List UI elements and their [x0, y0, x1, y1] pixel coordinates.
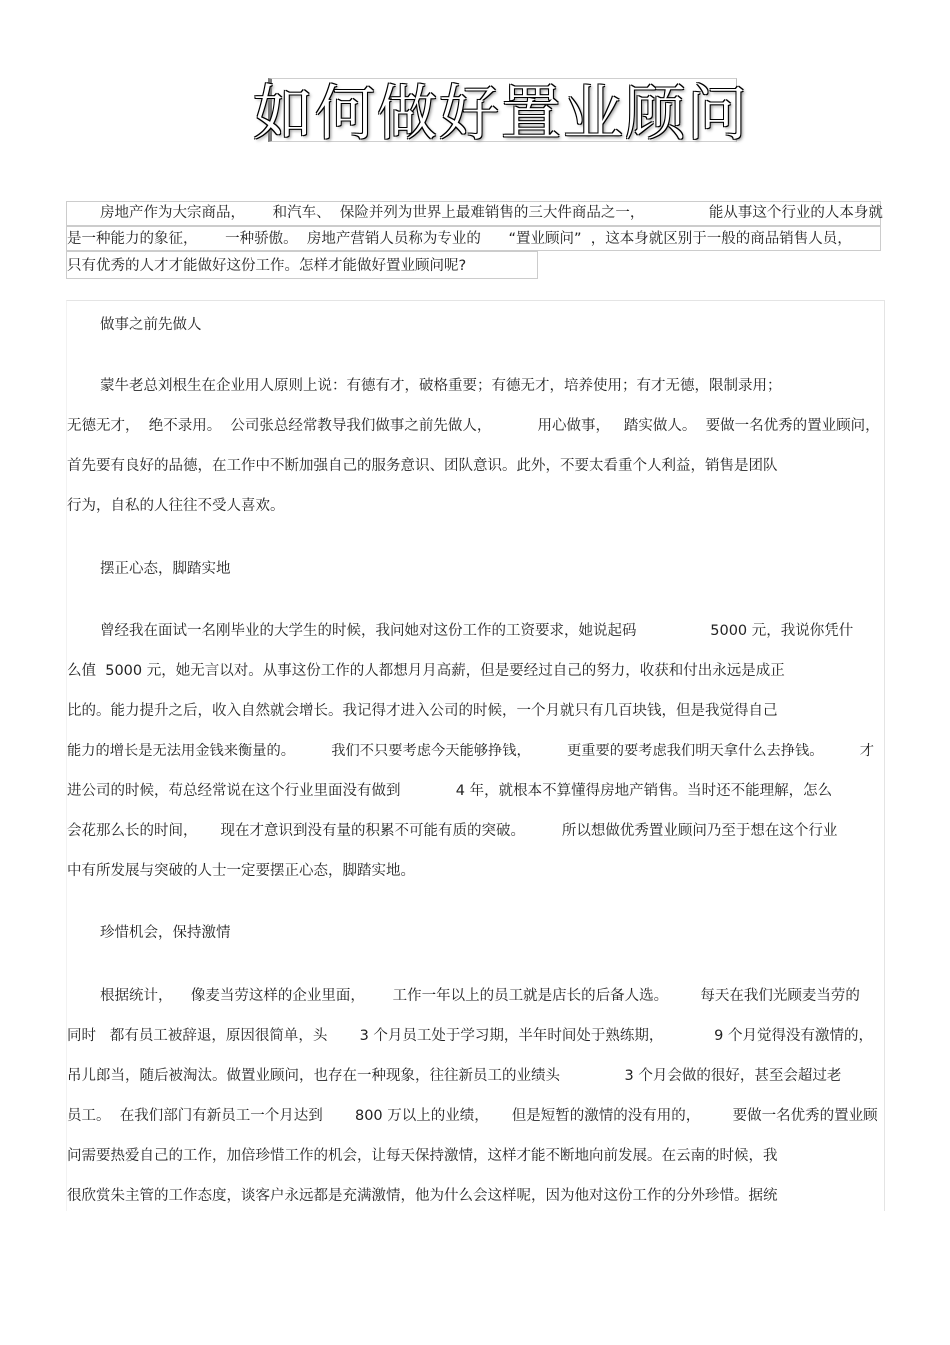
paragraph-line: 问需要热爱自己的工作，加倍珍惜工作的机会，让每天保持激情，这样才能不断地向前发展。在云南的时候，我 — [67, 1148, 778, 1164]
paragraph-line: 很欣赏朱主管的工作态度，谈客户永远都是充满激情，他为什么会这样呢，因为他对这份工作的分外珍惜。据统 — [67, 1188, 778, 1204]
paragraph-line: 根据统计， 像麦当劳这样的企业里面， 工作一年以上的员工就是店长的后备人选。 每天在我们光顾麦当劳的 — [100, 988, 860, 1004]
paragraph-line: 同时 都有员工被辞退，原因很简单，头 3 个月员工处于学习期，半年时间处于熟练期， 9 个月觉得没有激情的， — [67, 1028, 873, 1044]
section-heading: 做事之前先做人 — [100, 317, 202, 333]
intro-line: 房地产作为大宗商品， 和汽车、 保险并列为世界上最难销售的三大件商品之一， 能从事这个行业的人本身就 — [100, 205, 883, 221]
paragraph-line: 中有所发展与突破的人士一定要摆正心态，脚踏实地。 — [67, 863, 415, 879]
paragraph-line: 蒙牛老总刘根生在企业用人原则上说：有德有才，破格重要；有德无才，培养使用；有才无德，限制录用； — [100, 378, 782, 394]
paragraph-line: 曾经我在面试一名刚毕业的大学生的时候，我问她对这份工作的工资要求，她说起码 5000 元，我说你凭什 — [100, 623, 854, 639]
paragraph-line: 行为，自私的人往往不受人喜欢。 — [67, 498, 285, 514]
paragraph-line: 么值 5000 元，她无言以对。从事这份工作的人都想月月高薪，但是要经过自己的努力，收获和付出永远是成正 — [67, 663, 785, 679]
document-title: 如何做好置业顾问 — [253, 79, 749, 149]
paragraph-line: 吊儿郎当，随后被淘汰。做置业顾问，也存在一种现象，往往新员工的业绩头 3 个月会做的很好，甚至会超过老 — [67, 1068, 842, 1084]
paragraph-line: 能力的增长是无法用金钱来衡量的。 我们不只要考虑今天能够挣钱， 更重要的要考虑我们明天拿什么去挣钱。 才 — [67, 743, 874, 759]
paragraph-line: 无德无才， 绝不录用。 公司张总经常教导我们做事之前先做人， 用心做事， 踏实做人。 要做一名优秀的置业顾问， — [67, 418, 880, 434]
paragraph-line: 员工。 在我们部门有新员工一个月达到 800 万以上的业绩， 但是短暂的激情的没有用的， 要做一名优秀的置业顾 — [67, 1108, 878, 1124]
intro-line: 是一种能力的象征， 一种骄傲。 房地产营销人员称为专业的 “置业顾问” ，这本身就区别于一般的商品销售人员， — [67, 231, 852, 247]
paragraph-line: 进公司的时候，苟总经常说在这个行业里面没有做到 4 年，就根本不算懂得房地产销售。当时还不能理解，怎么 — [67, 783, 833, 799]
section-heading: 珍惜机会，保持激情 — [100, 925, 231, 941]
section-heading: 摆正心态，脚踏实地 — [100, 561, 231, 577]
intro-line: 只有优秀的人才才能做好这份工作。怎样才能做好置业顾问呢? — [67, 258, 467, 274]
paragraph-line: 会花那么长的时间， 现在才意识到没有量的积累不可能有质的突破。 所以想做优秀置业顾问乃至于想在这个行业 — [67, 823, 838, 839]
paragraph-line: 首先要有良好的品德，在工作中不断加强自己的服务意识、团队意识。此外，不要太看重个人利益，销售是团队 — [67, 458, 778, 474]
paragraph-line: 比的。能力提升之后，收入自然就会增长。我记得才进入公司的时候，一个月就只有几百块钱，但是我觉得自己 — [67, 703, 778, 719]
